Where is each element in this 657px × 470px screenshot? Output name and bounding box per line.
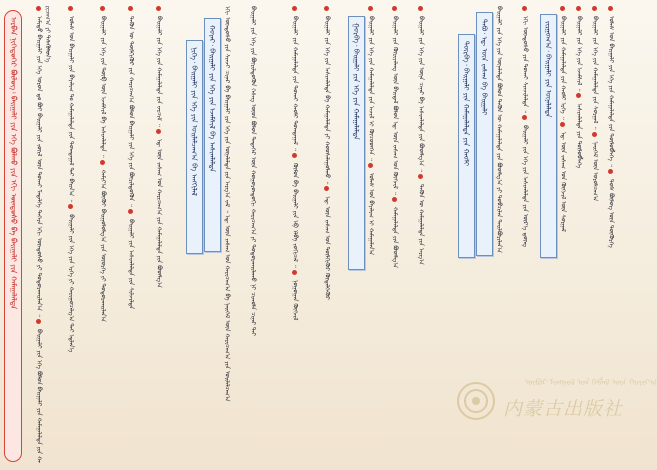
text-column-3: ᠪᠠᠢᠭᠠᠯᠢ ᠶᠢᠨ ᠡᠬᠡ ᠶᠢᠨ ᠲᠦᠪ ᠦᠨ ᠡᠵᠡᠮᠰᠢᠯ ᠪᠠ ᠠᠰᠢᠭᠯᠠᠯᠲᠠ ᠃ ᠬᠠᠮᠢᠶ᠎ᠠ ᠪᠦᠬᠦᠢ ᠪᠠᠢᠭᠤᠯᠤᠯᠭ᠎ᠠ ᠶᠢᠨ ᠦᠦᠷᠭᠡ ᠶᠢ ᠲᠣᠳᠣᠷᠬᠠᠢᠯᠠᠨ᠎ᠠ	[98, 6, 124, 464]
text-column-11: ᠪᠠᠢᠭᠠᠯᠢ ᠶᠢᠨ ᠬᠦᠷᠢᠶᠡᠯᠡᠩ ᠦᠨ ᠪᠠᠢᠳᠠᠯ ᠪᠣᠯᠤᠨ ᠡᠳ᠋ ᠦᠨ ᠵᠠᠰᠠᠭ ᠤᠨ ᠬᠥᠭᠵᠢᠯ ᠃ ᠬᠠᠮᠠᠭᠠᠯᠠᠯᠲᠠ ᠶᠢᠨ ᠪᠣᠳᠯᠭ᠎ᠠ	[390, 6, 414, 464]
bullet-marker	[592, 132, 597, 137]
text-column-5: ᠪᠠᠢᠭᠠᠯᠢ ᠶᠢᠨ ᠡᠬᠡ ᠶᠢᠨ ᠬᠠᠮᠠᠭᠠᠯᠠᠯᠲᠠ ᠶᠢᠨ ᠵᠠᠷᠴᠢᠮ ᠃ ᠡᠳ᠋ ᠦᠨ ᠵᠠᠰᠠᠭ ᠤᠨ ᠬᠠᠷᠢᠴᠠᠭ᠎ᠠ ᠶᠢᠨ ᠬᠠᠮᠠᠭᠠᠯᠠᠯᠲᠠ ᠶᠢᠨ ᠪᠣᠳᠯᠭ᠎ᠠ	[154, 6, 184, 464]
publisher-mongolian: ᠦᠪᠦᠷ ᠮᠣᠩᠭᠣᠯ ᠤᠨ ᠬᠡᠪᠯᠡᠯ ᠦᠨ ᠬᠣᠷᠢᠶ᠎ᠠ	[525, 378, 657, 387]
bullet-marker	[418, 6, 423, 11]
text-column-10: ᠪᠠᠢᠭᠠᠯᠢ ᠶᠢᠨ ᠡᠬᠡ ᠶᠢᠨ ᠬᠠᠮᠠᠭᠠᠯᠠᠯᠲᠠ ᠶᠢᠨ ᠠᠵᠢᠯ ᠢ ᠬᠦᠴᠦᠳᠭᠡᠨ ᠃ ᠤᠯᠠᠰ ᠤᠨ ᠪᠠᠶᠠᠯᠢᠭ ᠢ ᠬᠠᠮᠠᠭᠠᠯᠠᠨ᠎ᠠ	[366, 6, 388, 464]
section-heading-3: ᠭᠤᠷᠪᠠ᠂ ᠪᠠᠢᠭᠠᠯᠢ ᠶᠢᠨ ᠡᠬᠡ ᠶᠢᠨ ᠬᠠᠮᠠᠭᠠᠯᠠᠯᠲᠠ	[348, 16, 365, 270]
bullet-marker	[576, 6, 581, 11]
text-column-7: ᠪᠠᠢᠭᠠᠯᠢ ᠶᠢᠨ ᠡᠬᠡ ᠶᠢᠨ ᠪᠦᠷᠢᠯᠳᠦᠬᠦᠨ ᠬᠡᠰᠡᠭ ᠦᠳ ᠪᠣᠯᠤᠨ ᠲᠡᠳᠡᠭᠡᠷ ᠦᠨ ᠬᠣᠭᠣᠷᠣᠨᠳᠣᠬᠢ ᠬᠠᠷᠢᠴᠠᠭ᠎ᠠ ᠶᠢ ᠲᠣᠳᠣᠷᠬᠠᠢᠯᠠᠬᠤ ᠨᠢ ᠴᠢᠬᠤᠯᠠ ᠴᠢᠨᠠᠷ ᠲᠠᠢ	[249, 6, 257, 336]
bullet-marker	[156, 129, 161, 134]
bullet-marker	[100, 6, 105, 11]
section-heading-5: ᠲᠠᠪᠤ᠂ ᠡᠳ᠋ ᠦᠨ ᠵᠠᠰᠠᠭ ᠪᠠ ᠪᠠᠢᠭᠠᠯᠢ	[476, 12, 493, 256]
text-column-8: ᠪᠠᠢᠭᠠᠯᠢ ᠶᠢᠨ ᠬᠠᠮᠠᠭᠠᠯᠠᠯᠲᠠ ᠶᠢᠨ ᠲᠤᠬᠠᠢ ᠬᠠᠤᠯᠢ ᠲᠣᠭᠲᠠᠭᠠᠯ ᠃ ᠬᠦᠮᠦᠨ ᠪᠠ ᠪᠠᠢᠭᠠᠯᠢ ᠶᠢᠨ ᠡᠪ ᠡᠯᠪᠡ ᠵᠣᠬᠢᠴᠠᠯ ᠃ ᠨᠣᠭᠣᠭᠠᠨ ᠬᠥᠭᠵᠢᠯ	[290, 6, 320, 464]
chapter-title: ᠠᠷᠪᠠᠨ ᠨᠢᠭᠡᠳᠦᠭᠡᠷ ᠪᠦᠯᠦᠭ᠄ ᠪᠠᠢᠭᠠᠯᠢ ᠶᠢᠨ ᠡᠬᠡ ᠪᠤᠯᠬᠤ ᠶᠢᠨ ᠡᠬᠢ ᠦᠨᠳᠦᠰᠦ ᠪᠠ ᠪᠠᠢᠭᠠᠯᠢ ᠶᠢᠨ ᠬᠠᠮᠠᠭᠠᠯᠠᠯᠲᠠ	[9, 17, 18, 310]
text-column-14: ᠡᠬᠢ ᠦᠨᠳᠦᠰᠦ ᠶᠢᠨ ᠲᠤᠬᠠᠢ ᠰᠢᠨᠵᠢᠯᠡᠯᠲᠡ ᠃ ᠪᠠᠢᠭᠠᠯᠢ ᠶᠢᠨ ᠡᠬᠡ ᠶᠢᠨ ᠠᠰᠢᠭᠯᠠᠯᠲᠠ ᠶᠢᠨ ᠦᠷ᠎ᠡ ᠳ᠋ᠦᠩ	[520, 6, 536, 464]
bullet-marker	[608, 6, 613, 11]
section-heading-4: ᠳᠥᠷᠪᠡ᠂ ᠪᠠᠢᠭᠠᠯᠢ ᠶᠢᠨ ᠬᠠᠮᠠᠭᠠᠯᠠᠯᠲᠠ ᠶᠢᠨ ᠬᠠᠤᠯᠢ	[458, 34, 475, 258]
bullet-marker	[560, 122, 565, 127]
bullet-marker	[68, 6, 73, 11]
bullet-marker	[522, 6, 527, 11]
text-column-6: ᠡᠬᠢ ᠦᠨᠳᠦᠰᠦ ᠶᠢᠨ ᠰᠢᠨᠵᠢ ᠴᠢᠨᠠᠷ ᠪᠠ ᠪᠠᠢᠭᠠᠯᠢ ᠶᠢᠨ ᠡᠬᠡ ᠶᠢᠨ ᠦᠨᠡᠯᠡᠯᠲᠡ ᠶᠢᠨ ᠠᠷᠭ᠎ᠠ ᠵᠠᠮ ᠃ ᠡᠳ᠋ ᠦᠨ ᠵᠠᠰᠠᠭ ᠤᠨ ᠬᠠᠷᠢᠴᠠᠭ᠎ᠠ ᠪᠠ ᠨᠡᠢᠭᠡᠮ ᠦᠨ ᠬᠠᠷᠢᠴᠠᠭ᠎ᠠ ᠶᠢᠨ ᠤᠢᠯᠠᠯᠴᠠᠭ᠎ᠠ	[223, 6, 231, 402]
section-heading-6: ᠵᠢᠷᠭᠤᠭ᠎ᠠ᠂ ᠪᠠᠢᠭᠠᠯᠢ ᠶᠢᠨ ᠦᠨᠡᠯᠡᠯᠲᠡ	[540, 14, 557, 258]
bullet-marker	[68, 204, 73, 209]
bullet-marker	[368, 163, 373, 168]
bullet-marker	[392, 197, 397, 202]
bullet-marker	[418, 174, 423, 179]
bullet-marker	[560, 6, 565, 11]
text-column-4: ᠲᠡᠭᠦᠨ ᠦ ᠲᠦᠯᠬᠢᠭᠦᠷ ᠶᠢᠨ ᠬᠠᠷᠢᠴᠠᠭ᠎ᠠ ᠪᠣᠯᠤᠨ ᠪᠠᠢᠭᠠᠯᠢ ᠶᠢᠨ ᠡᠬᠡ ᠶᠢᠨ ᠪᠦᠷᠢᠯᠳᠦᠭᠦᠨ ᠃ ᠪᠠᠢᠭᠠᠯᠢ ᠶᠢᠨ ᠠᠰᠢᠭᠯᠠᠯᠲᠠ ᠶᠢᠨ ᠰᠢᠯᠵᠢᠯᠲᠡ	[126, 6, 152, 464]
chapter-title-box	[4, 10, 22, 462]
publisher-logo-icon	[455, 380, 497, 422]
text-column-1: ᠠᠮᠢᠳᠤ ᠪᠠᠢᠭᠠᠯᠢ ᠶᠢᠨ ᠡᠬᠡ ᠤᠷᠤᠨ ᠳᠤ ᠪᠤᠢ ᠪᠠᠢᠭᠠᠯᠢ ᠶᠢᠨ ᠵᠦᠢᠯ ᠦᠨ ᠲᠤᠬᠠᠢ ᠮᠡᠳᠡᠯᠭᠡ ᠳᠡᠭᠡᠷᠡ ᠡᠬᠢ ᠦᠨᠳᠦᠰᠦ ᠶᠢ ᠲᠣᠳᠣᠷᠬᠠᠢᠯᠠᠨ᠎ᠠ ᠃ ᠪᠠᠢᠭᠠᠯᠢ ᠶᠢᠨ ᠡᠬᠡ ᠪᠣᠯᠤᠨ ᠪᠠᠢᠭᠠᠯᠢ ᠶᠢᠨ ᠬᠠᠮᠠᠭᠠᠯᠠᠯᠲᠠ ᠶᠢᠨ ᠬᠠᠷᠢᠴᠠᠭ᠎ᠠ ᠶᠢ ᠲᠡᠯᠡᠭᠦᠯᠦᠨ᠎ᠡ	[35, 6, 51, 463]
bullet-marker	[156, 6, 161, 11]
bullet-marker	[324, 6, 329, 11]
bullet-marker	[292, 153, 297, 158]
text-column-18: ᠤᠯᠠᠰ ᠤᠨ ᠪᠠᠢᠭᠠᠯᠢ ᠶᠢᠨ ᠡᠬᠡ ᠶᠢᠨ ᠬᠠᠮᠠᠭᠠᠯᠠᠯᠲᠠ ᠶᠢᠨ ᠲᠥᠯᠥᠪᠯᠡᠭᠡ ᠃ ᠲᠤᠰ ᠪᠦᠯᠦᠭ ᠦᠨ ᠳᠦᠭᠦᠷᠭᠡ	[606, 6, 620, 464]
bullet-marker	[292, 270, 297, 275]
bullet-marker	[576, 93, 581, 98]
bullet-marker	[324, 186, 329, 191]
section-heading-1: ᠨᠢᠭᠡ᠂ ᠪᠠᠢᠭᠠᠯᠢ ᠶᠢᠨ ᠡᠬᠡ ᠶᠢᠨ ᠤᠢᠯᠠᠯᠴᠠᠭ᠎ᠠ ᠪᠠ ᠠᠩᠬᠢᠯᠠᠯ	[186, 40, 203, 254]
bullet-marker	[592, 6, 597, 11]
bullet-marker	[36, 319, 41, 324]
bullet-marker	[292, 6, 297, 11]
bullet-marker	[368, 6, 373, 11]
text-column-15: ᠪᠠᠢᠭᠠᠯᠢ ᠶᠢᠨ ᠬᠠᠮᠠᠭᠠᠯᠠᠯᠲᠠ ᠶᠢᠨ ᠬᠠᠤᠯᠢ ᠡᠷᠬᠡ ᠃ ᠡᠳ᠋ ᠦᠨ ᠵᠠᠰᠠᠭ ᠤᠨ ᠬᠥᠭᠵᠢᠯ ᠦᠨ ᠰᠤᠷᠭᠠᠯ	[558, 6, 572, 464]
bullet-marker	[100, 160, 105, 165]
publisher-watermark	[455, 370, 657, 440]
text-column-13: ᠪᠠᠢᠭᠠᠯᠢ ᠶᠢᠨ ᠡᠬᠡ ᠶᠢᠨ ᠦᠨᠡᠯᠡᠯᠲᠡ ᠪᠣᠯᠤᠨ ᠲᠡᠭᠦᠨ ᠦ ᠬᠠᠮᠠᠭᠠᠯᠠᠯᠲᠠ ᠶᠢᠨ ᠪᠣᠳᠯᠭ᠎ᠠ ᠶᠢ ᠲᠣᠪᠴᠢᠯᠠᠨ ᠲᠠᠢᠯᠪᠤᠷᠢᠯᠠᠨ᠎ᠠ	[495, 6, 503, 253]
text-column-12: ᠪᠠᠢᠭᠠᠯᠢ ᠶᠢᠨ ᠡᠬᠡ ᠶᠢᠨ ᠦᠨᠡ ᠴᠠᠨᠠᠷ ᠪᠠ ᠠᠰᠢᠭᠯᠠᠯᠲᠠ ᠶᠢᠨ ᠪᠣᠳᠯᠭ᠎ᠠ ᠃ ᠲᠡᠭᠦᠨ ᠦ ᠬᠠᠮᠠᠭᠠᠯᠠᠯᠲᠠ ᠶᠢᠨ ᠠᠷᠭ᠎ᠠ	[416, 6, 456, 464]
bullet-marker	[522, 115, 527, 120]
publisher-name: 内蒙古出版社	[503, 398, 624, 420]
bullet-marker	[128, 6, 133, 11]
text-column-16: ᠪᠠᠢᠭᠠᠯᠢ ᠶᠢᠨ ᠡᠬᠡ ᠶᠢᠨ ᠡᠵᠡᠮᠰᠢᠯ ᠃ ᠠᠰᠢᠭᠯᠠᠯᠲᠠ ᠶᠢᠨ ᠲᠥᠯᠥᠪᠯᠡᠭᠡ	[574, 6, 588, 464]
bullet-marker	[392, 6, 397, 11]
text-column-9: ᠪᠠᠢᠭᠠᠯᠢ ᠶᠢᠨ ᠡᠬᠡ ᠶᠢᠨ ᠠᠰᠢᠭᠯᠠᠯᠲᠠ ᠪᠠ ᠬᠠᠮᠠᠭᠠᠯᠠᠯᠲᠠ ᠶᠢ ᠬᠣᠣᠰᠠᠯᠠᠭᠤᠯᠬᠤ ᠃ ᠡᠳ᠋ ᠦᠨ ᠵᠠᠰᠠᠭ ᠤᠨ ᠲᠦᠯᠬᠢᠭᠦᠷ ᠬᠥᠳᠡᠯᠭᠡᠭᠦᠷ	[322, 6, 344, 464]
bullet-marker	[128, 209, 133, 214]
bullet-marker	[608, 169, 613, 174]
bullet-marker	[36, 6, 41, 11]
text-column-2: ᠤᠯᠠᠰ ᠤᠨ ᠪᠠᠢᠭᠠᠯᠢ ᠶᠢᠨ ᠪᠠᠶᠠᠯᠢᠭ ᠲᠤ ᠬᠠᠮᠠᠭᠠᠯᠠᠯᠲᠠ ᠶᠢᠨ ᠲᠣᠭᠲᠠᠭᠠᠯ ᠲᠠᠢ ᠪᠠᠢᠨ᠎ᠠ ᠃ ᠪᠠᠢᠭᠠᠯᠢ ᠶᠢᠨ ᠡᠬᠡ ᠶᠢᠨ ᠡᠷᠬᠡ ᠶᠢ ᠬᠠᠷᠢᠭᠤᠴᠠᠯᠭ᠎ᠠ ᠲᠠᠢ ᠡᠳ᠋ᠯᠡᠨ᠎ᠡ	[66, 6, 96, 464]
section-heading-2: ᠬᠣᠶᠠᠷ᠂ ᠪᠠᠢᠭᠠᠯᠢ ᠶᠢᠨ ᠡᠬᠡ ᠶᠢᠨ ᠡᠵᠡᠮᠰᠢᠯ ᠪᠠ ᠠᠰᠢᠭᠯᠠᠯᠲᠠ	[204, 18, 221, 252]
text-column-17: ᠪᠠᠢᠭᠠᠯᠢ ᠶᠢᠨ ᠡᠬᠡ ᠶᠢᠨ ᠬᠠᠮᠠᠭᠠᠯᠠᠯᠲᠠ ᠶᠢᠨ ᠰᠤᠷᠭᠠᠯ ᠃ ᠨᠡᠢᠭᠡᠮ ᠦᠨ ᠣᠷᠣᠯᠴᠠᠭ᠎ᠠ	[590, 6, 604, 464]
